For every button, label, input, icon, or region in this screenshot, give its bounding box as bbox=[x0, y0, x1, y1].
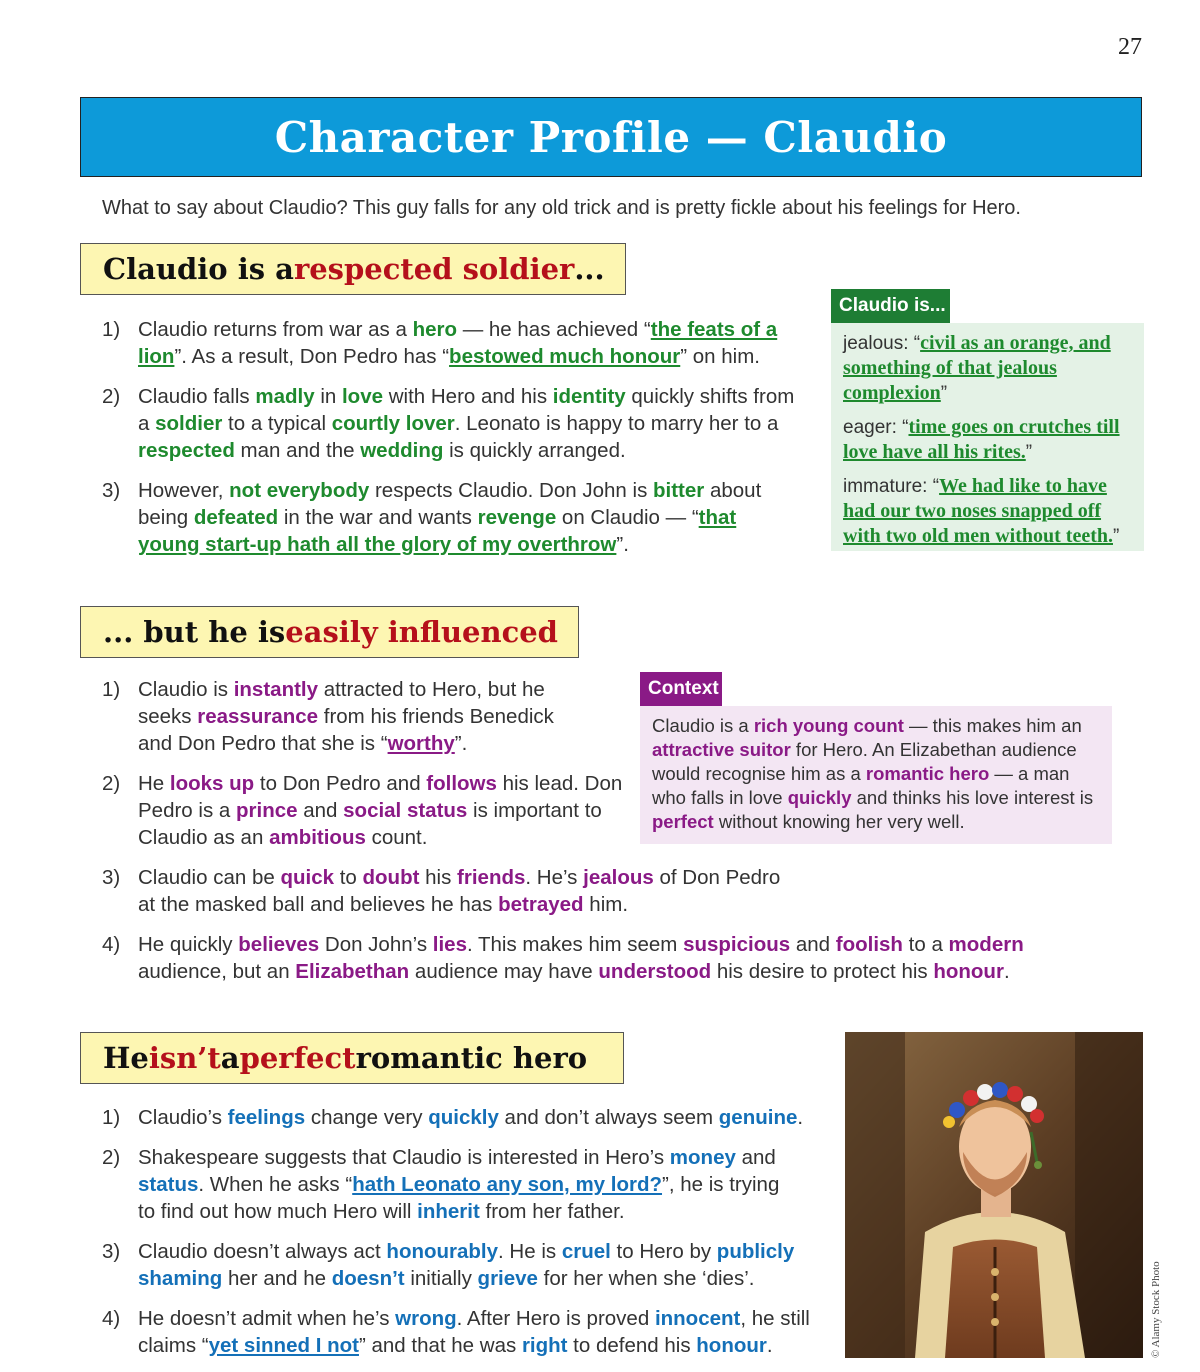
text: initially bbox=[404, 1267, 478, 1290]
text: ” and that he was bbox=[358, 1334, 522, 1357]
text: ”. As a result, Don Pedro has “ bbox=[174, 345, 450, 368]
list-item bbox=[102, 477, 778, 558]
list-item bbox=[102, 1305, 873, 1359]
keyword: money bbox=[669, 1146, 736, 1169]
keyword: defeated bbox=[193, 506, 279, 529]
trait-label: jealous: “ bbox=[843, 333, 921, 354]
text: from his friends Benedick and Don Pedro that she is “ bbox=[138, 705, 554, 755]
page-number: 27 bbox=[1118, 34, 1142, 60]
text: and thinks his love interest is bbox=[851, 787, 1094, 808]
item-number: 1) bbox=[102, 318, 121, 341]
trait-item bbox=[843, 474, 1134, 549]
text: to a bbox=[902, 933, 949, 956]
keyword: bitter bbox=[653, 479, 705, 502]
keyword: lies bbox=[432, 933, 467, 956]
photo-credit bbox=[1148, 1258, 1162, 1358]
text: Claudio doesn’t always act bbox=[138, 1240, 387, 1263]
intro-text: What to say about Claudio? This guy falls for any old trick and is pretty fickle about his feelings for Hero. bbox=[102, 197, 1021, 219]
list-item bbox=[102, 316, 812, 370]
keyword: cruel bbox=[561, 1240, 611, 1263]
text: with Hero and his bbox=[383, 385, 553, 408]
keyword: instantly bbox=[233, 678, 319, 701]
heading-text: romantic hero bbox=[355, 1041, 588, 1075]
text: — a man who falls in love bbox=[652, 763, 1070, 808]
text: . This makes him seem bbox=[466, 933, 684, 956]
keyword: looks up bbox=[169, 772, 255, 795]
keyword: quick bbox=[280, 866, 335, 889]
text: audience may have bbox=[409, 960, 599, 983]
heading-text: ... but he is bbox=[103, 615, 286, 649]
text: — he has achieved “ bbox=[457, 318, 651, 341]
photo-credit-text: © Alamy Stock Photo bbox=[1150, 1261, 1162, 1358]
title-banner bbox=[80, 97, 1142, 177]
text: He doesn’t admit when he’s bbox=[138, 1307, 396, 1330]
text: of Don Pedro at the masked ball and believes he has bbox=[138, 866, 781, 916]
text: However, bbox=[138, 479, 230, 502]
text: — this makes him an bbox=[903, 715, 1082, 736]
text: his desire to protect his bbox=[711, 960, 934, 983]
text: his lead. Don Pedro is a bbox=[138, 772, 623, 822]
text: Claudio is bbox=[138, 678, 234, 701]
trait-label: immature: “ bbox=[843, 476, 940, 497]
keyword: inherit bbox=[417, 1200, 480, 1223]
keyword: love bbox=[341, 385, 384, 408]
context-tag: Context bbox=[640, 672, 722, 706]
text: Claudio returns from war as a bbox=[138, 318, 413, 341]
keyword: ambitious bbox=[269, 826, 366, 849]
section-heading-easily-influenced bbox=[80, 606, 579, 658]
text: count. bbox=[365, 826, 428, 849]
text: in the war and wants bbox=[278, 506, 478, 529]
text: is important to Claudio as an bbox=[138, 799, 602, 849]
heading-highlight: respected soldier bbox=[293, 252, 575, 286]
keyword: feelings bbox=[227, 1106, 306, 1129]
quote: that young start-up hath all the glory of my overthrow bbox=[138, 506, 737, 556]
keyword: suspicious bbox=[683, 933, 791, 956]
text: Claudio’s bbox=[138, 1106, 228, 1129]
heading-text: ... bbox=[574, 252, 605, 286]
keyword: foolish bbox=[835, 933, 903, 956]
keyword: publicly shaming bbox=[138, 1240, 795, 1290]
text: He bbox=[138, 772, 170, 795]
text: . bbox=[1003, 960, 1010, 983]
text: ”, he is trying to find out how much Hero will bbox=[138, 1173, 780, 1223]
heading-highlight: isn’t bbox=[148, 1041, 221, 1075]
trait-quote: We had like to have had our two noses snapped off with two old men without teeth. bbox=[843, 475, 1113, 547]
keyword: identity bbox=[552, 385, 626, 408]
section-heading-respected-soldier bbox=[80, 243, 626, 295]
text: is quickly arranged. bbox=[443, 439, 626, 462]
keyword: Elizabethan bbox=[295, 960, 410, 983]
text: man and the bbox=[234, 439, 361, 462]
text: ” bbox=[1025, 442, 1033, 463]
keyword: prince bbox=[236, 799, 298, 822]
quote: hath Leonato any son, my lord? bbox=[352, 1173, 663, 1196]
trait-label: eager: “ bbox=[843, 417, 909, 438]
heading-text: a bbox=[220, 1041, 240, 1075]
keyword: believes bbox=[238, 933, 320, 956]
trait-quote: time goes on crutches till love have all his rites. bbox=[843, 416, 1120, 463]
keyword: social status bbox=[343, 799, 468, 822]
section3-list bbox=[102, 1104, 837, 1372]
text: change very bbox=[305, 1106, 429, 1129]
keyword: quickly bbox=[787, 787, 852, 808]
text: audience, but an bbox=[138, 960, 296, 983]
text: . He is bbox=[498, 1240, 562, 1263]
text: and bbox=[297, 799, 344, 822]
trait-quote: civil as an orange, and something of that jealous complexion bbox=[843, 332, 1111, 404]
keyword: perfect bbox=[652, 811, 714, 832]
text: ”. bbox=[616, 533, 629, 556]
list-item bbox=[102, 1238, 868, 1292]
keyword: courtly lover bbox=[331, 412, 455, 435]
keyword: honour bbox=[933, 960, 1004, 983]
claudio-is-box bbox=[831, 323, 1144, 551]
text: him. bbox=[583, 893, 629, 916]
keyword: grieve bbox=[477, 1267, 538, 1290]
text: attracted to Hero, but he seeks bbox=[138, 678, 545, 728]
keyword: jealous bbox=[583, 866, 654, 889]
text: to bbox=[334, 866, 363, 889]
text: . bbox=[797, 1106, 804, 1129]
text: Claudio falls bbox=[138, 385, 256, 408]
keyword: reassurance bbox=[197, 705, 319, 728]
text: . Leonato is happy to marry her to a bbox=[454, 412, 779, 435]
keyword: respected bbox=[138, 439, 235, 462]
text: to defend his bbox=[567, 1334, 697, 1357]
text: to a typical bbox=[222, 412, 332, 435]
heading-text: He bbox=[103, 1041, 149, 1075]
keyword: doubt bbox=[362, 866, 420, 889]
item-number: 3) bbox=[102, 479, 121, 502]
keyword: wrong bbox=[395, 1307, 457, 1330]
text: in bbox=[314, 385, 342, 408]
trait-item bbox=[843, 415, 1134, 465]
text: . bbox=[766, 1334, 773, 1357]
claudio-actor-photo bbox=[845, 1032, 1143, 1358]
text: from her father. bbox=[479, 1200, 625, 1223]
text: He quickly bbox=[138, 933, 239, 956]
keyword: hero bbox=[412, 318, 458, 341]
text: her and he bbox=[222, 1267, 332, 1290]
text: . When he asks “ bbox=[198, 1173, 353, 1196]
keyword: follows bbox=[426, 772, 497, 795]
text: to Don Pedro and bbox=[254, 772, 427, 795]
text: ”. bbox=[454, 732, 468, 755]
text: on Claudio — “ bbox=[556, 506, 699, 529]
keyword: modern bbox=[948, 933, 1024, 956]
item-number: 2) bbox=[102, 1146, 121, 1169]
keyword: revenge bbox=[477, 506, 557, 529]
text: and don’t always seem bbox=[498, 1106, 719, 1129]
section1-list bbox=[102, 316, 812, 571]
keyword: innocent bbox=[654, 1307, 741, 1330]
text: ” on him. bbox=[680, 345, 760, 368]
text: for Hero. An Elizabethan audience would recognise him as a bbox=[652, 739, 1077, 784]
text: Shakespeare suggests that Claudio is interested in Hero’s bbox=[138, 1146, 670, 1169]
context-box bbox=[640, 706, 1112, 844]
keyword: doesn’t bbox=[331, 1267, 405, 1290]
text: ” bbox=[940, 383, 948, 404]
keyword: right bbox=[521, 1334, 568, 1357]
keyword: romantic hero bbox=[865, 763, 990, 784]
keyword: understood bbox=[598, 960, 712, 983]
text: and bbox=[790, 933, 836, 956]
text: for her when she ‘dies’. bbox=[537, 1267, 755, 1290]
text: Claudio can be bbox=[138, 866, 281, 889]
list-item bbox=[102, 864, 788, 918]
quote: yet sinned I not bbox=[208, 1334, 359, 1357]
keyword: soldier bbox=[155, 412, 223, 435]
page-title: Character Profile — Claudio bbox=[274, 112, 948, 162]
text: . He’s bbox=[525, 866, 584, 889]
text: quickly shifts from a bbox=[138, 385, 795, 435]
list-item bbox=[102, 931, 1078, 985]
quote: bestowed much honour bbox=[449, 345, 681, 368]
keyword: quickly bbox=[428, 1106, 499, 1129]
keyword: not everybody bbox=[229, 479, 370, 502]
claudio-is-tag: Claudio is... bbox=[831, 289, 950, 323]
keyword: madly bbox=[255, 385, 315, 408]
keyword: betrayed bbox=[498, 893, 584, 916]
quote: the feats of a lion bbox=[138, 318, 778, 368]
trait-item bbox=[843, 331, 1134, 406]
item-number: 2) bbox=[102, 385, 121, 408]
list-item bbox=[102, 770, 638, 851]
keyword: friends bbox=[457, 866, 526, 889]
keyword: attractive suitor bbox=[652, 739, 791, 760]
text: to Hero by bbox=[610, 1240, 717, 1263]
heading-highlight: easily influenced bbox=[285, 615, 558, 649]
keyword: honour bbox=[696, 1334, 767, 1357]
item-number: 4) bbox=[102, 933, 121, 956]
keyword: rich young count bbox=[753, 715, 904, 736]
text: without knowing her very well. bbox=[713, 811, 965, 832]
text: ” bbox=[1113, 526, 1120, 547]
item-number: 2) bbox=[102, 772, 121, 795]
item-number: 3) bbox=[102, 866, 121, 889]
text: respects Claudio. Don John is bbox=[369, 479, 654, 502]
claudio-actor-illustration bbox=[845, 1032, 1143, 1358]
text: Claudio is a bbox=[652, 715, 754, 736]
item-number: 4) bbox=[102, 1307, 121, 1330]
list-item bbox=[102, 1104, 837, 1131]
text: his bbox=[419, 866, 458, 889]
item-number: 1) bbox=[102, 678, 121, 701]
quote: worthy bbox=[387, 732, 455, 755]
heading-text: Claudio is a bbox=[103, 252, 294, 286]
keyword: status bbox=[138, 1173, 199, 1196]
text: and bbox=[735, 1146, 776, 1169]
text: , he still claims “ bbox=[138, 1307, 810, 1357]
list-item bbox=[102, 383, 798, 464]
list-item bbox=[102, 676, 578, 757]
list-item bbox=[102, 1144, 798, 1225]
text: . After Hero is proved bbox=[456, 1307, 655, 1330]
text: about being bbox=[138, 479, 762, 529]
item-number: 1) bbox=[102, 1106, 121, 1129]
keyword: wedding bbox=[360, 439, 444, 462]
section-heading-not-perfect-hero bbox=[80, 1032, 624, 1084]
heading-highlight: perfect bbox=[239, 1041, 356, 1075]
text: Don John’s bbox=[319, 933, 433, 956]
keyword: honourably bbox=[386, 1240, 499, 1263]
item-number: 3) bbox=[102, 1240, 121, 1263]
keyword: genuine bbox=[718, 1106, 798, 1129]
